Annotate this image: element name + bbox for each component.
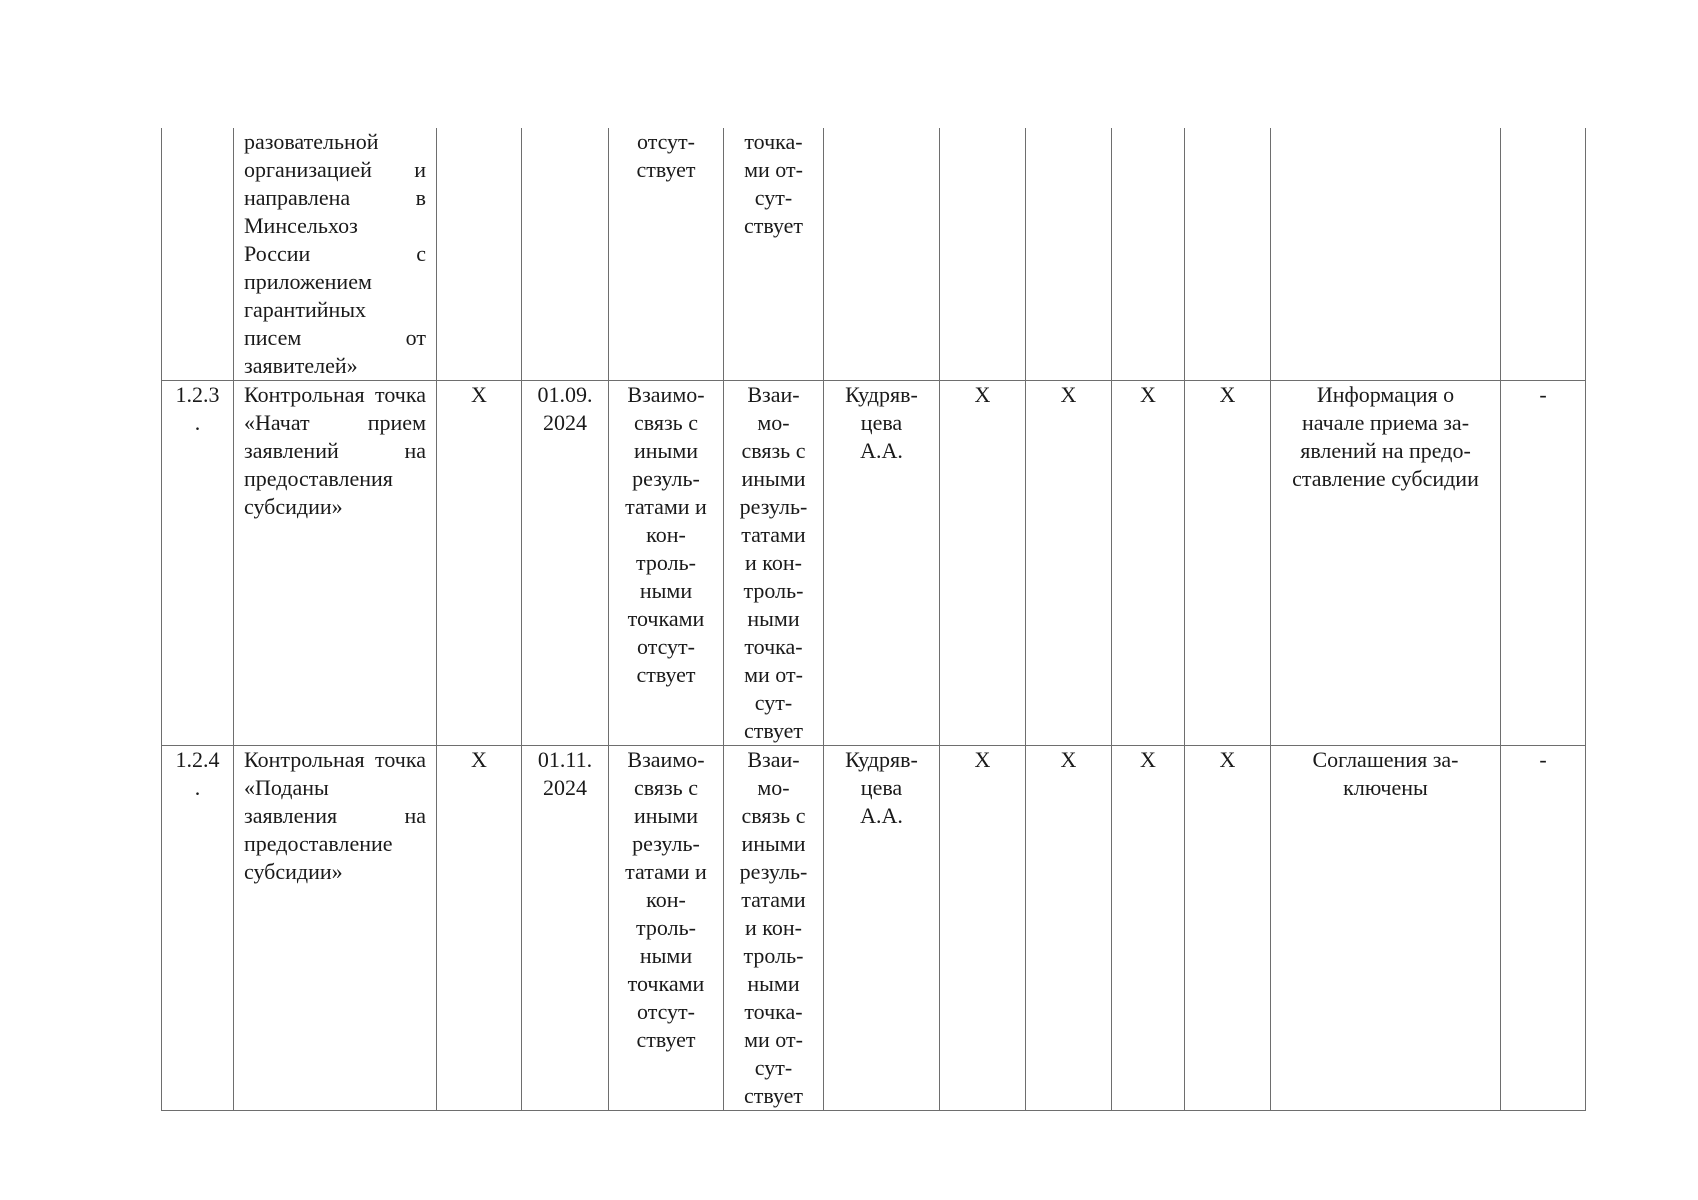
row-number: 1.2.4 .	[162, 746, 234, 1111]
relation-cell-2: Взаи- мо- связь с иными резуль- татами и кон- троль- ными точка- ми от- сут- ствует	[724, 746, 824, 1111]
mark-cell	[1026, 128, 1112, 381]
relation-cell: Взаимо- связь с иными резуль- татами и кон- троль- ными точками отсут- ствует	[609, 381, 724, 746]
mark-cell	[1112, 128, 1185, 381]
table-row	[162, 381, 1586, 746]
last-cell	[1501, 128, 1586, 381]
mark-cell: X	[1026, 746, 1112, 1111]
result-info: Соглашения за- ключены	[1271, 746, 1501, 1111]
mark-cell: X	[1112, 746, 1185, 1111]
mark-cell: X	[1112, 381, 1185, 746]
plan-table	[161, 128, 1586, 1111]
responsible-person	[824, 128, 940, 381]
event-name: разовательной организацией и направлена в Минсельхоз России с приложением гарантийных писем от заявителей»	[234, 128, 437, 381]
relation-cell-2: точка- ми от- сут- ствует	[724, 128, 824, 381]
mark-cell	[437, 128, 522, 381]
event-name: Контрольная точка «Начат прием заявлений на предоставления субсидии»	[234, 381, 437, 746]
mark-cell: X	[1185, 381, 1271, 746]
deadline-date	[522, 128, 609, 381]
mark-cell	[1185, 128, 1271, 381]
result-info: Информация о начале приема за- явлений на предо- ставление субсидии	[1271, 381, 1501, 746]
mark-cell: X	[1026, 381, 1112, 746]
mark-cell	[940, 128, 1026, 381]
event-name: Контрольная точка «Поданы заявления на предоставление субсидии»	[234, 746, 437, 1111]
result-info	[1271, 128, 1501, 381]
table-row	[162, 746, 1586, 1111]
row-number: 1.2.3 .	[162, 381, 234, 746]
mark-cell: X	[1185, 746, 1271, 1111]
mark-cell: X	[437, 381, 522, 746]
deadline-date: 01.09. 2024	[522, 381, 609, 746]
table-row	[162, 128, 1586, 381]
relation-cell: отсут- ствует	[609, 128, 724, 381]
responsible-person: Кудряв- цева А.А.	[824, 746, 940, 1111]
mark-cell: X	[437, 746, 522, 1111]
deadline-date: 01.11. 2024	[522, 746, 609, 1111]
mark-cell: X	[940, 381, 1026, 746]
mark-cell: X	[940, 746, 1026, 1111]
row-number	[162, 128, 234, 381]
last-cell: -	[1501, 746, 1586, 1111]
last-cell: -	[1501, 381, 1586, 746]
relation-cell: Взаимо- связь с иными резуль- татами и кон- троль- ными точками отсут- ствует	[609, 746, 724, 1111]
responsible-person: Кудряв- цева А.А.	[824, 381, 940, 746]
relation-cell-2: Взаи- мо- связь с иными резуль- татами и кон- троль- ными точка- ми от- сут- ствует	[724, 381, 824, 746]
